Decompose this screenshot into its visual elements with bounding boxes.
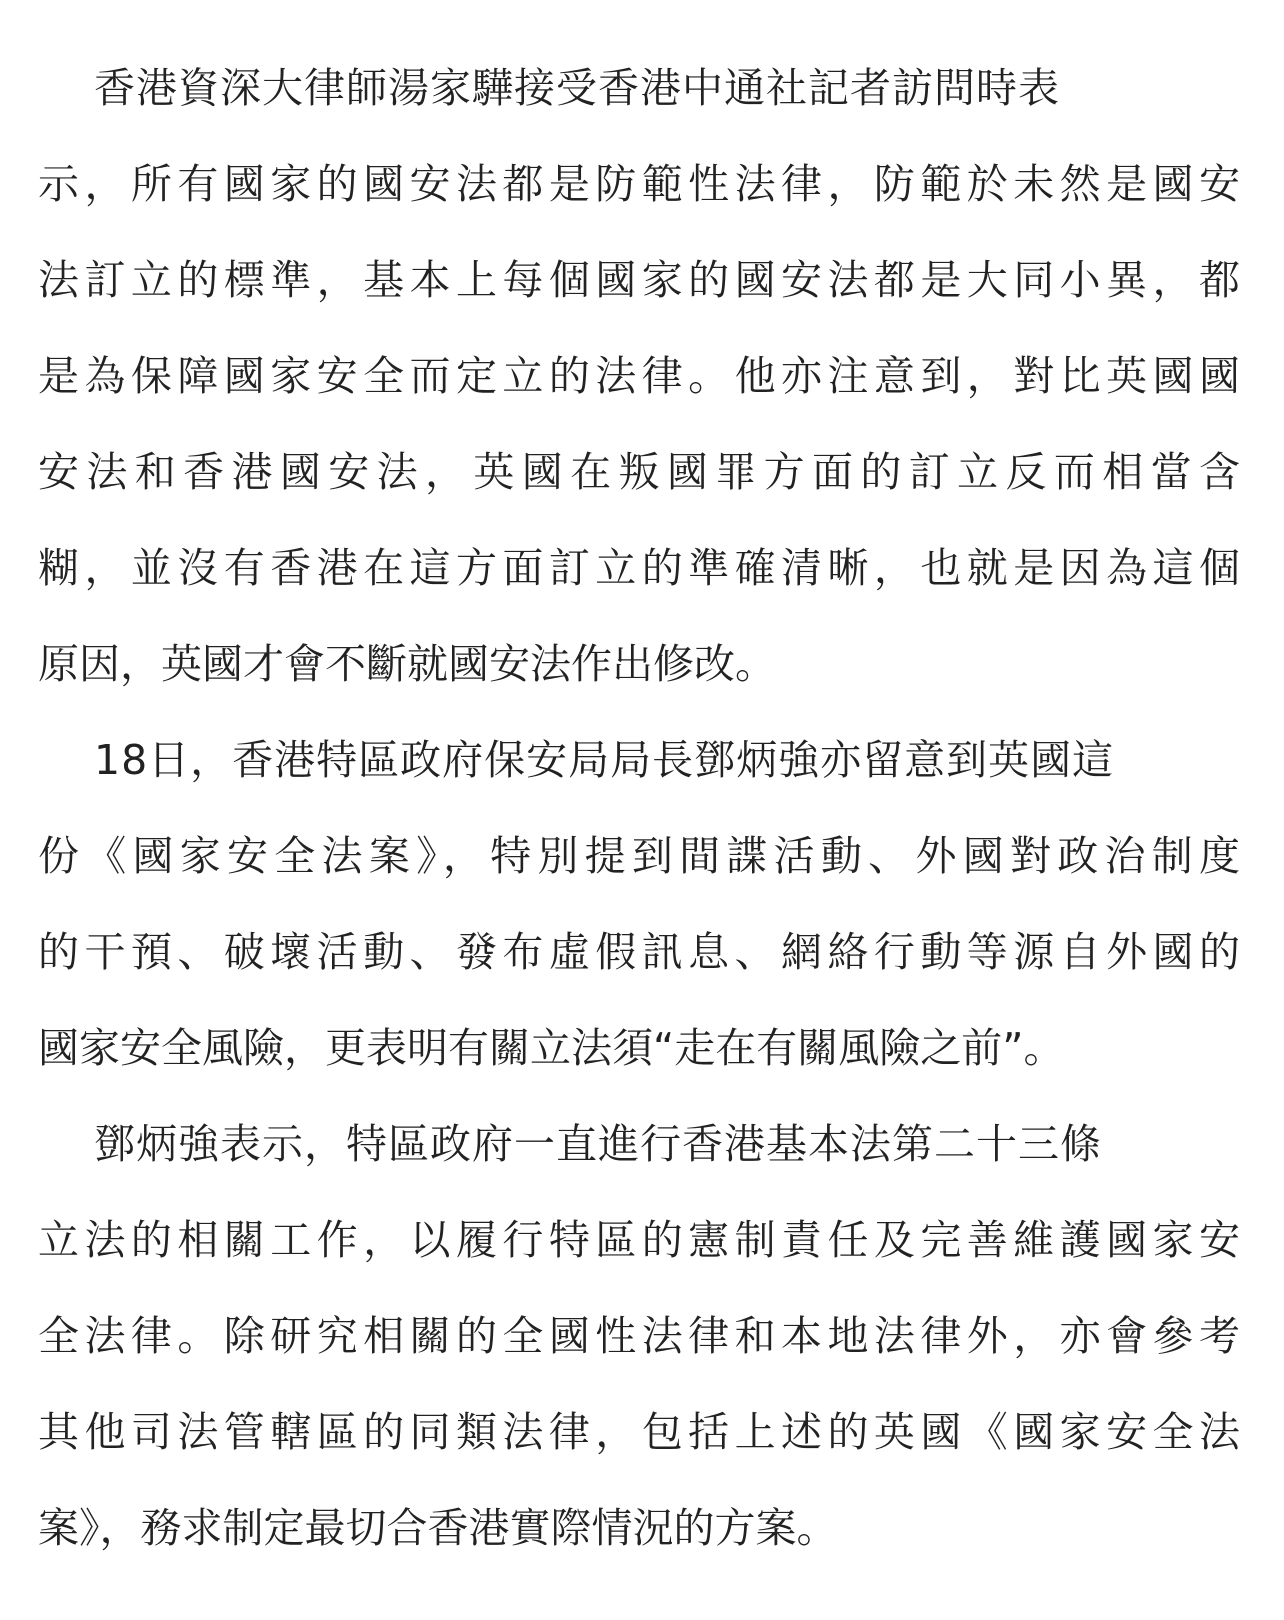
text-line: 國家安全風險，更表明有關立法須“走在有關風險之前”。 — [38, 1024, 1065, 1072]
text-line: 份《國家安全法案》，特別提到間諜活動、外國對政治制度 — [38, 832, 1240, 880]
text-line: 示，所有國家的國安法都是防範性法律，防範於未然是國安 — [38, 160, 1240, 208]
text-line: 糊，並沒有香港在這方面訂立的準確清晰，也就是因為這個 — [38, 544, 1240, 592]
paragraph-1 — [38, 40, 1240, 712]
text-line: 原因，英國才會不斷就國安法作出修改。 — [38, 640, 776, 688]
text-line: 香港資深大律師湯家驊接受香港中通社記者訪問時表 — [94, 64, 1060, 112]
paragraph-2 — [38, 712, 1240, 1096]
text-line: 是為保障國家安全而定立的法律。他亦注意到，對比英國國 — [38, 352, 1240, 400]
text-line: 法訂立的標準，基本上每個國家的國安法都是大同小異，都 — [38, 256, 1240, 304]
text-line: 案》，務求制定最切合香港實際情況的方案。 — [38, 1504, 838, 1552]
paragraph-3 — [38, 1096, 1240, 1576]
text-line: 全法律。除研究相關的全國性法律和本地法律外，亦會參考 — [38, 1312, 1240, 1360]
text-line: 安法和香港國安法，英國在叛國罪方面的訂立反而相當含 — [38, 448, 1240, 496]
text-line: 的干預、破壞活動、發布虛假訊息、網絡行動等源自外國的 — [38, 928, 1240, 976]
text-line: 立法的相關工作，以履行特區的憲制責任及完善維護國家安 — [38, 1216, 1240, 1264]
text-line: 鄧炳強表示，特區政府一直進行香港基本法第二十三條 — [94, 1120, 1102, 1168]
text-line: 18日，香港特區政府保安局局長鄧炳強亦留意到英國這 — [94, 736, 1115, 784]
text-line: 其他司法管轄區的同類法律，包括上述的英國《國家安全法 — [38, 1408, 1240, 1456]
